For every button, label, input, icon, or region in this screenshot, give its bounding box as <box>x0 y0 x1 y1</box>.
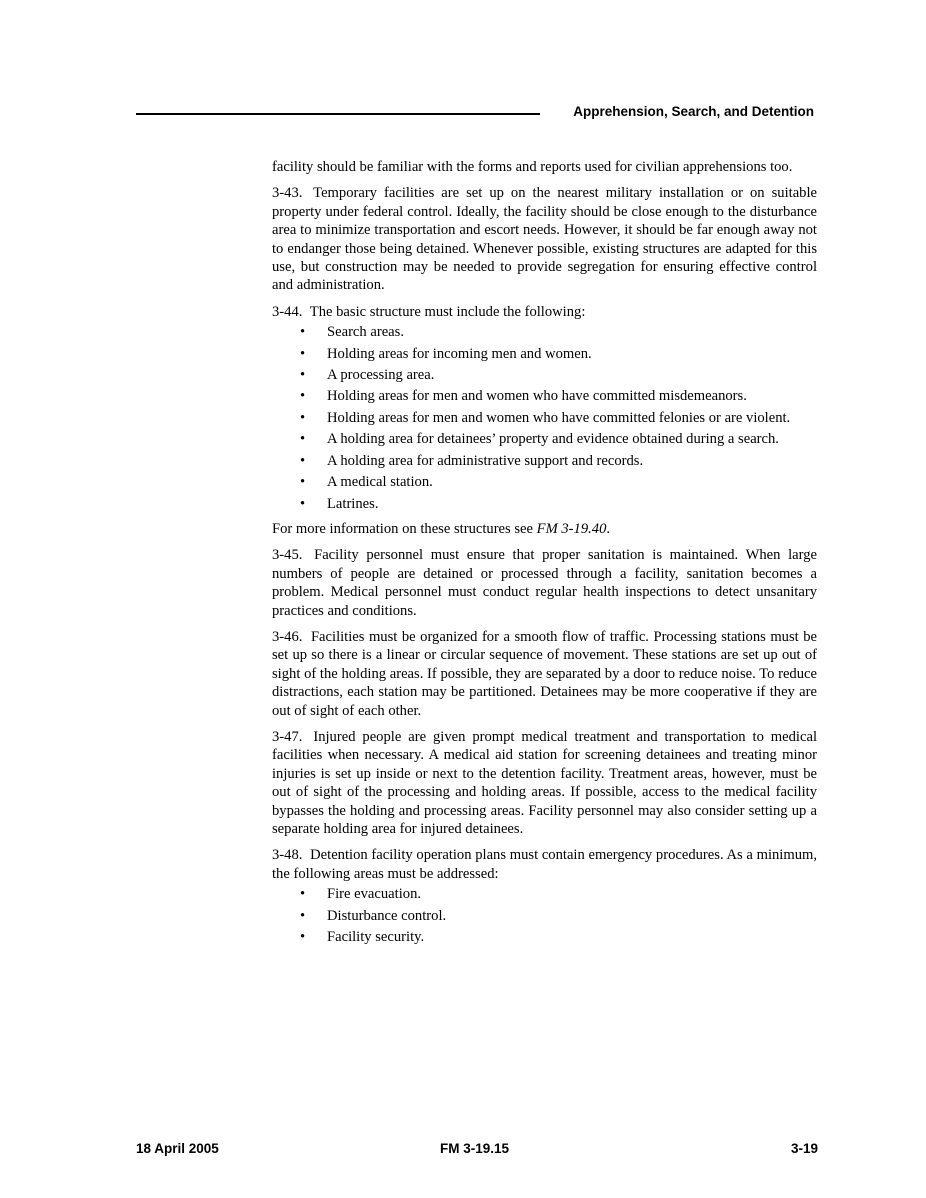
emergency-list <box>272 885 817 946</box>
bullet-icon: • <box>300 388 306 405</box>
bullet-icon: • <box>300 367 306 384</box>
list-item: • Disturbance control. <box>300 907 447 924</box>
paragraph-number: 3-43. <box>272 185 303 202</box>
cross-reference: FM 3-19.40 <box>536 520 607 537</box>
bullet-icon: • <box>300 886 306 903</box>
bullet-icon: • <box>300 907 306 924</box>
list-item: • A processing area. <box>300 367 435 384</box>
bullet-icon: • <box>300 431 306 448</box>
list-item: • Facility security. <box>300 929 425 946</box>
bullet-icon: • <box>300 409 306 426</box>
list-item: • Fire evacuation. <box>300 886 422 903</box>
list-item: • Latrines. <box>300 495 379 512</box>
structure-list <box>272 323 817 513</box>
paragraph-text: The basic structure must include the following: <box>309 303 586 320</box>
bullet-icon: • <box>300 452 306 469</box>
footer-document-number: FM 3-19.15 <box>440 1141 510 1156</box>
list-item: • A medical station. <box>300 474 433 491</box>
footer-date: 18 April 2005 <box>136 1141 219 1156</box>
header-rule <box>136 113 540 115</box>
paragraph-3-44 <box>272 303 817 321</box>
paragraph-text: Detention facility operation plans must contain emergency procedures. As a minimum, the following areas must be addressed: <box>272 847 818 882</box>
paragraph-3-43 <box>272 184 817 294</box>
bullet-icon: • <box>300 474 306 491</box>
list-item: • A holding area for administrative support and records. <box>300 452 644 469</box>
paragraph-more-info: For more information on these structures see FM 3-19.40. <box>272 520 611 537</box>
list-item: • Holding areas for men and women who have committed misdemeanors. <box>300 388 747 405</box>
bullet-icon: • <box>300 929 306 946</box>
paragraph-number: 3-46. <box>272 628 303 645</box>
paragraph-text: Facilities must be organized for a smooth flow of traffic. Processing stations must be set up so there is a linear or circular sequence of movement. These stations are set up out of sight of the holding areas. If possible, they are separated by a door to reduce noise. To reduce distractions, each station may be partitioned. Detainees may be more cooperative if they are out of sight of each other. <box>272 628 818 719</box>
list-item: • A holding area for detainees’ property and evidence obtained during a search. <box>300 431 779 448</box>
paragraph-text: Facility personnel must ensure that proper sanitation is maintained. When large numbers of people are detained or processed through a facility, sanitation becomes a problem. Medical personnel must conduct regular health inspections to detect unsanitary practices and conditions. <box>272 547 817 619</box>
running-header-title: Apprehension, Search, and Detention <box>573 104 814 119</box>
footer-page-number: 3-19 <box>790 1141 818 1156</box>
paragraph-3-48 <box>272 846 817 883</box>
list-item: • Search areas. <box>300 324 404 341</box>
bullet-icon: • <box>300 345 306 362</box>
paragraph-number: 3-45. <box>272 547 303 564</box>
list-item: • Holding areas for incoming men and women. <box>300 345 592 362</box>
list-item: • Holding areas for men and women who have committed felonies or are violent. <box>300 409 791 426</box>
paragraph-continued: facility should be familiar with the forms and reports used for civilian apprehensions too. <box>272 159 793 175</box>
bullet-icon: • <box>300 495 306 512</box>
paragraph-text: Injured people are given prompt medical treatment and transportation to medical facilities when necessary. A medical aid station for screening detainees and treating minor injuries is set up inside or next to the detention facility. Treatment areas, however, must be out of sight of the processing and holding areas. If possible, access to the medical facility bypasses the holding and processing areas. Facility personnel may also consider setting up a separate holding area for injured detainees. <box>272 728 817 837</box>
paragraph-3-47 <box>272 728 817 838</box>
document-body <box>272 158 817 953</box>
paragraph-number: 3-47. <box>272 728 303 745</box>
paragraph-number: 3-48. <box>272 847 303 864</box>
paragraph-3-46 <box>272 628 817 720</box>
paragraph-3-45 <box>272 546 817 620</box>
paragraph-text: Temporary facilities are set up on the nearest military installation or on suitable property under federal control. Ideally, the facility should be close enough to the disturbance area to minimize transportation and escort needs. However, it should be far enough away not to endanger those being detained. Whenever possible, existing structures are adapted for this use, but construction may be needed to provide segregation for ensuring effective control and administration. <box>272 185 818 294</box>
bullet-icon: • <box>300 324 306 341</box>
paragraph-number: 3-44. <box>272 303 303 320</box>
